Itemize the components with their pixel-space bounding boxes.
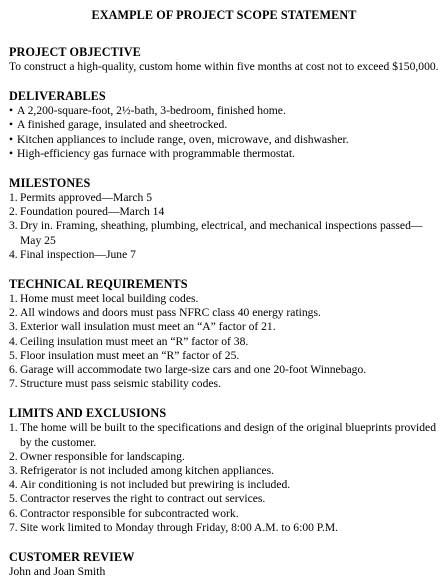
list-item [9,421,439,449]
limits-and-exclusions-list [9,421,439,535]
list-item [9,248,439,262]
list-item [9,450,439,464]
list-item-text: Home must meet local building codes. [20,292,199,306]
list-item [9,133,439,147]
list-item [9,349,439,363]
list-number: 1. [9,292,18,306]
list-number: 7. [9,377,18,391]
list-item [9,492,439,506]
list-item-text: Contractor reserves the right to contract out services. [20,492,266,506]
list-number: 6. [9,363,18,377]
list-item-text: Site work limited to Monday through Friday, 8:00 A.M. to 6:00 P.M. [20,520,339,534]
list-item [9,118,439,132]
list-number: 1. [9,191,18,205]
list-item-text: Dry in. Framing, sheathing, plumbing, electrical, and mechanical inspections passed—May 25 [20,219,423,247]
list-number: 4. [9,334,18,348]
heading-customer-review: CUSTOMER REVIEW [9,550,135,565]
heading-technical-requirements: TECHNICAL REQUIREMENTS [9,277,188,292]
list-item-text: Foundation poured—March 14 [20,205,165,219]
list-item [9,478,439,492]
list-number: 5. [9,348,18,362]
heading-deliverables: DELIVERABLES [9,89,106,104]
section-milestones [9,176,439,262]
list-item [9,363,439,377]
list-number: 3. [9,219,18,233]
list-item [9,292,439,306]
list-item-text: A 2,200-square-foot, 2½-bath, 3-bedroom, finished home. [17,104,286,118]
list-item-text: Refrigerator is not included among kitchen appliances. [20,464,275,478]
list-item [9,507,439,521]
bullet-icon: • [9,132,14,146]
heading-limits-and-exclusions: LIMITS AND EXCLUSIONS [9,406,167,421]
list-number: 2. [9,306,18,320]
document-title: EXAMPLE OF PROJECT SCOPE STATEMENT [91,8,357,22]
list-item [9,377,439,391]
list-item-text: Kitchen appliances to include range, oven, microwave, and dishwasher. [17,132,349,146]
list-item [9,521,439,535]
milestones-list [9,191,439,262]
list-item [9,306,439,320]
list-number: 3. [9,464,18,478]
list-item [9,147,439,161]
list-item-text: All windows and doors must pass NFRC class 40 energy ratings. [20,306,321,320]
technical-requirements-list [9,292,439,391]
list-item-text: Ceiling insulation must meet an “R” factor of 38. [20,334,249,348]
list-number: 1. [9,421,18,435]
heading-milestones: MILESTONES [9,176,91,191]
section-deliverables [9,89,439,161]
section-technical-requirements [9,277,439,391]
list-item-text: Permits approved—March 5 [20,191,153,205]
list-item-text: The home will be built to the specifications and design of the original blueprints provided by the customer. [20,421,436,449]
list-number: 7. [9,520,18,534]
bullet-icon: • [9,146,14,160]
list-item-text: Garage will accommodate two large-size cars and one 20-foot Winnebago. [20,363,367,377]
list-item-text: Air conditioning is not included but prewiring is included. [20,478,291,492]
list-number: 2. [9,449,18,463]
section-limits-and-exclusions [9,406,439,535]
project-objective-text: To construct a high-quality, custom home within five months at cost not to exceed $150,000. [9,60,439,73]
list-item [9,205,439,219]
list-number: 5. [9,492,18,506]
list-item [9,464,439,478]
list-number: 6. [9,506,18,520]
list-item-text: Floor insulation must meet an “R” factor of 25. [20,348,240,362]
bullet-icon: • [9,104,14,118]
customer-review-text: John and Joan Smith [9,565,106,579]
list-number: 4. [9,247,18,261]
section-project-objective [9,45,439,74]
list-item-text: Owner responsible for landscaping. [20,449,185,463]
section-customer-review [9,550,439,579]
list-item [9,104,439,118]
list-item [9,219,439,247]
list-number: 2. [9,205,18,219]
list-item-text: Exterior wall insulation must meet an “A” factor of 21. [20,320,276,334]
bullet-icon: • [9,118,14,132]
list-item [9,320,439,334]
list-item [9,335,439,349]
heading-project-objective: PROJECT OBJECTIVE [9,45,141,59]
list-item-text: Final inspection—June 7 [20,247,136,261]
list-item-text: Structure must pass seismic stability codes. [20,377,221,391]
deliverables-list [9,104,439,161]
list-item-text: High-efficiency gas furnace with programmable thermostat. [17,146,295,160]
list-number: 3. [9,320,18,334]
list-item-text: A finished garage, insulated and sheetrocked. [17,118,228,132]
list-number: 4. [9,478,18,492]
list-item [9,191,439,205]
list-item-text: Contractor responsible for subcontracted work. [20,506,239,520]
